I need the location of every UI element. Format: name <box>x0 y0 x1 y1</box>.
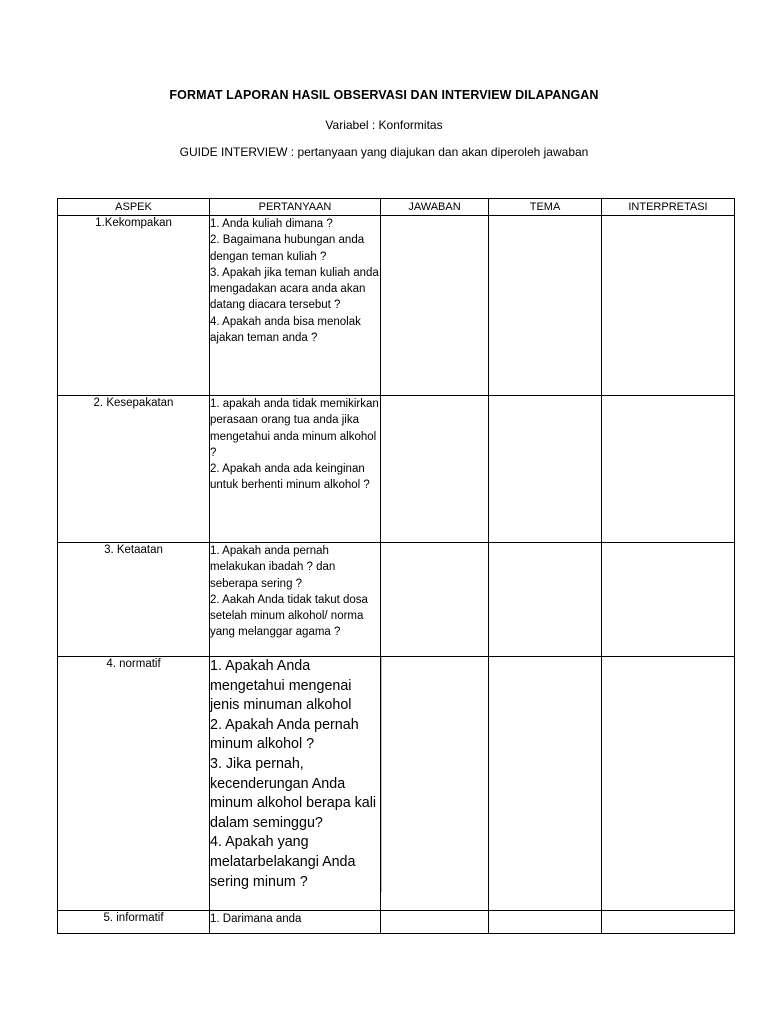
tema-cell <box>489 396 602 543</box>
aspek-cell: 3. Ketaatan <box>58 543 210 657</box>
column-header-jawaban: JAWABAN <box>381 199 489 216</box>
column-header-aspek: ASPEK <box>58 199 210 216</box>
column-header-pertanyaan: PERTANYAAN <box>210 199 381 216</box>
question-list: 1. Darimana anda <box>210 913 302 925</box>
jawaban-cell <box>381 543 489 657</box>
pertanyaan-cell <box>210 657 381 911</box>
tema-cell <box>489 216 602 396</box>
guide-interview-label: GUIDE INTERVIEW : pertanyaan yang diajukan dan akan diperoleh jawaban <box>179 145 589 159</box>
tema-cell <box>489 911 602 934</box>
interpretasi-cell <box>602 911 735 934</box>
jawaban-cell <box>381 911 489 934</box>
table-row <box>58 543 735 657</box>
tema-cell <box>489 657 602 911</box>
aspek-cell: 4. normatif <box>58 657 210 911</box>
tema-cell <box>489 543 602 657</box>
table-row <box>58 911 735 934</box>
question-list: 1. apakah anda tidak memikirkan perasaan orang tua anda jika mengetahui anda minum alkohol ? 2. Apakah anda ada keinginan untuk berhenti minum alkohol ? <box>210 398 379 492</box>
table-header-row <box>58 199 735 216</box>
pertanyaan-cell <box>210 216 381 396</box>
question-list: 1. Apakah anda pernah melakukan ibadah ? dan seberapa sering ? 2. Aakah Anda tidak takut dosa setelah minum alkohol/ norma yang melanggar agama ? <box>210 545 368 639</box>
variable-label: Variabel : Konformitas <box>325 118 443 132</box>
interpretasi-cell <box>602 543 735 657</box>
interpretasi-cell <box>602 396 735 543</box>
pertanyaan-cell <box>210 911 381 934</box>
pertanyaan-cell <box>210 543 381 657</box>
jawaban-cell <box>381 657 489 911</box>
aspek-cell: 2. Kesepakatan <box>58 396 210 543</box>
jawaban-cell <box>381 216 489 396</box>
aspek-cell: 1.Kekompakan <box>58 216 210 396</box>
table-row <box>58 657 735 911</box>
aspek-cell: 5. informatif <box>58 911 210 934</box>
interview-table <box>57 198 735 934</box>
table-row <box>58 396 735 543</box>
table-row <box>58 216 735 396</box>
pertanyaan-cell <box>210 396 381 543</box>
jawaban-cell <box>381 396 489 543</box>
question-list: 1. Apakah Anda mengetahui mengenai jenis minuman alkohol 2. Apakah Anda pernah minum alkohol ? 3. Jika pernah, kecenderungan Anda minum alkohol berapa kali dalam seminggu? 4. Apakah yang melatarbelakangi Anda sering minum ? <box>210 657 382 892</box>
column-header-interpretasi: INTERPRETASI <box>602 199 735 216</box>
question-list: 1. Anda kuliah dimana ? 2. Bagaimana hubungan anda dengan teman kuliah ? 3. Apakah jika teman kuliah anda mengadakan acara anda akan datang diacara tersebut ? 4. Apakah anda bisa menolak ajakan teman anda ? <box>210 218 379 345</box>
interpretasi-cell <box>602 216 735 396</box>
interpretasi-cell <box>602 657 735 911</box>
column-header-tema: TEMA <box>489 199 602 216</box>
document-title: FORMAT LAPORAN HASIL OBSERVASI DAN INTERVIEW DILAPANGAN <box>169 88 599 102</box>
